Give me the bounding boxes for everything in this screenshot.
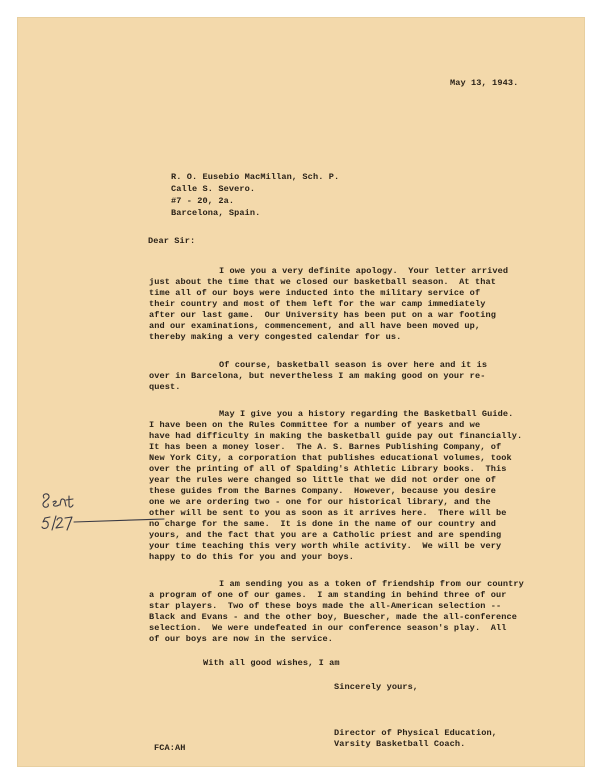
handwritten-sent-note: [36, 488, 166, 540]
recipient-number: #7 - 20, 2a.: [171, 196, 235, 206]
paragraph-2-line: quest.: [149, 382, 181, 392]
paragraph-3-line: year the rules were changed so little that we did not order one of: [149, 475, 496, 485]
paragraph-3-line: It has been a money loser. The A. S. Barnes Publishing Company, of: [149, 442, 502, 452]
signature-title-line: Varsity Basketball Coach.: [334, 739, 466, 749]
salutation: Dear Sir:: [148, 236, 196, 246]
paragraph-3-line: yours, and the fact that you are a Catholic priest and are spending: [149, 530, 502, 540]
paragraph-1-line: and our examinations, commencement, and all have been moved up,: [149, 321, 481, 331]
paragraph-4-line: I am sending you as a token of friendship from our country: [219, 579, 524, 589]
paragraph-3-line: May I give you a history regarding the Basketball Guide.: [219, 409, 514, 419]
paragraph-1-line: time all of our boys were inducted into the military service of: [149, 288, 481, 298]
paragraph-3-line: have had difficulty in making the basketball guide pay out financially.: [149, 431, 523, 441]
paragraph-2-line: over in Barcelona, but nevertheless I am making good on your re-: [149, 371, 486, 381]
paragraph-3-line: other will be sent to you as soon as it arrives here. There will be: [149, 508, 507, 518]
paragraph-2-line: Of course, basketball season is over here and it is: [219, 360, 488, 370]
paragraph-1-line: just about the time that we closed our basketball season. At that: [149, 277, 496, 287]
paragraph-3-line: over the printing of all of Spalding's Athletic Library books. This: [149, 464, 507, 474]
recipient-city: Barcelona, Spain.: [171, 208, 261, 218]
paragraph-3-line: no charge for the same. It is done in the name of our country and: [149, 519, 496, 529]
paragraph-4-line: Black and Evans - and the other boy, Buescher, made the all-conference: [149, 612, 517, 622]
paragraph-1-line: after our last game. Our University has been put on a war footing: [149, 310, 496, 320]
paragraph-3-line: your time teaching this very worth while activity. We will be very: [149, 541, 502, 551]
paragraph-1-line: I owe you a very definite apology. Your letter arrived: [219, 266, 509, 276]
paragraph-1-line: thereby making a very congested calendar for us.: [149, 332, 402, 342]
recipient-name: R. O. Eusebio MacMillan, Sch. P.: [171, 172, 340, 182]
paragraph-3-line: I have been on the Rules Committee for a number of years and we: [149, 420, 481, 430]
closing-wish: With all good wishes, I am: [203, 658, 340, 668]
paragraph-4-line: selection. We were undefeated in our conference season's play. All: [149, 623, 507, 633]
handwriting-sent-icon: [36, 488, 166, 540]
paragraph-4-line: a program of one of our games. I am standing in behind three of our: [149, 590, 507, 600]
closing: Sincerely yours,: [334, 682, 419, 692]
paragraph-3-line: one we are ordering two - one for our historical library, and the: [149, 497, 491, 507]
signature-title-line: Director of Physical Education,: [334, 728, 497, 738]
recipient-street: Calle S. Severo.: [171, 184, 256, 194]
paragraph-4-line: star players. Two of these boys made the all-American selection --: [149, 601, 502, 611]
paragraph-1-line: their country and most of them left for the war camp immediately: [149, 299, 486, 309]
paragraph-3-line: New York City, a corporation that publishes educational volumes, took: [149, 453, 512, 463]
paragraph-3-line: these guides from the Barnes Company. However, because you desire: [149, 486, 496, 496]
letter-page: [18, 18, 584, 766]
typist-initials: FCA:AH: [154, 743, 186, 753]
letter-date: May 13, 1943.: [450, 78, 519, 88]
paragraph-4-line: of our boys are now in the service.: [149, 634, 333, 644]
paragraph-3-line: happy to do this for you and your boys.: [149, 552, 355, 562]
